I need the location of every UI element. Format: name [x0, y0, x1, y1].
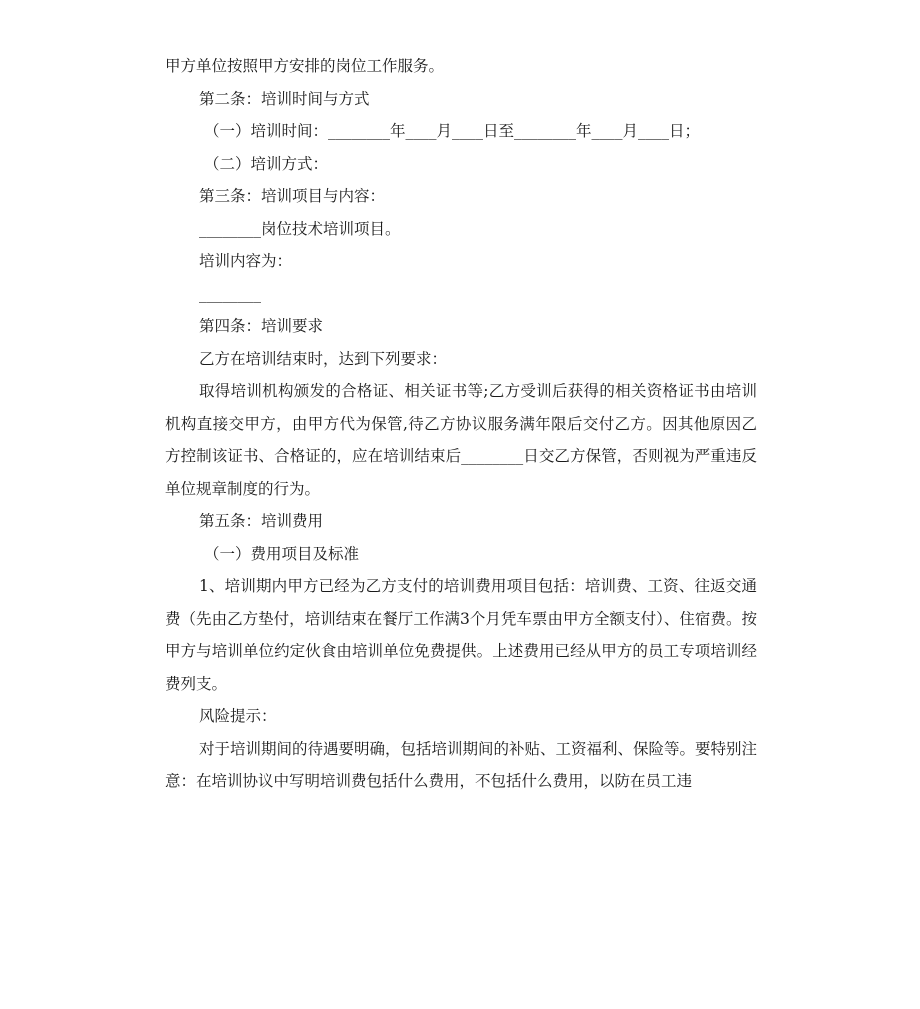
heading-risk-notice: 风险提示： [199, 707, 277, 725]
heading-article-4: 第四条：培训要求 [199, 317, 324, 335]
heading-article-2: 第二条：培训时间与方式 [199, 89, 370, 108]
paragraph-requirements-intro: 乙方在培训结束时，达到下列要求： [199, 349, 448, 368]
paragraph-certificate-custody: 取得培训机构颁发的合格证、相关证书等;乙方受训后获得的相关资格证书由培训机构直接交甲方，由甲方代为保管,待乙方协议服务满年限后交付乙方。因其他原因乙方控制该证书、合格证的，应在培训结束后________日交乙方保管，否则视为严重违反单位规章制度的行为。 [165, 382, 757, 498]
heading-article-5: 第五条：培训费用 [199, 512, 324, 530]
paragraph-training-content-label: 培训内容为： [199, 252, 293, 270]
heading-article-3: 第三条：培训项目与内容： [199, 187, 386, 205]
paragraph-cost-details: 1、培训期内甲方已经为乙方支付的培训费用项目包括：培训费、工资、往返交通费（先由乙方垫付，培训结束在餐厅工作满3个月凭车票由甲方全额支付）、住宿费。按甲方与培训单位约定伙食由培训单位免费提供。上述费用已经从甲方的员工专项培训经费列支。 [165, 577, 757, 693]
document-page [165, 50, 757, 798]
paragraph-training-project: ________岗位技术培训项目。 [199, 219, 401, 238]
paragraph-service-clause: 甲方单位按照甲方安排的岗位工作服务。 [165, 57, 445, 75]
paragraph-training-content-blank: ________ [199, 284, 261, 303]
paragraph-training-time: （一）培训时间：________年____月____日至________年____月____日； [204, 122, 701, 140]
heading-cost-items: （一）费用项目及标准 [204, 544, 360, 563]
paragraph-risk-details: 对于培训期间的待遇要明确，包括培训期间的补贴、工资福利、保险等。要特别注意：在培训协议中写明培训费包括什么费用，不包括什么费用，以防在员工违 [165, 739, 758, 790]
paragraph-training-method: （二）培训方式： [204, 154, 329, 173]
